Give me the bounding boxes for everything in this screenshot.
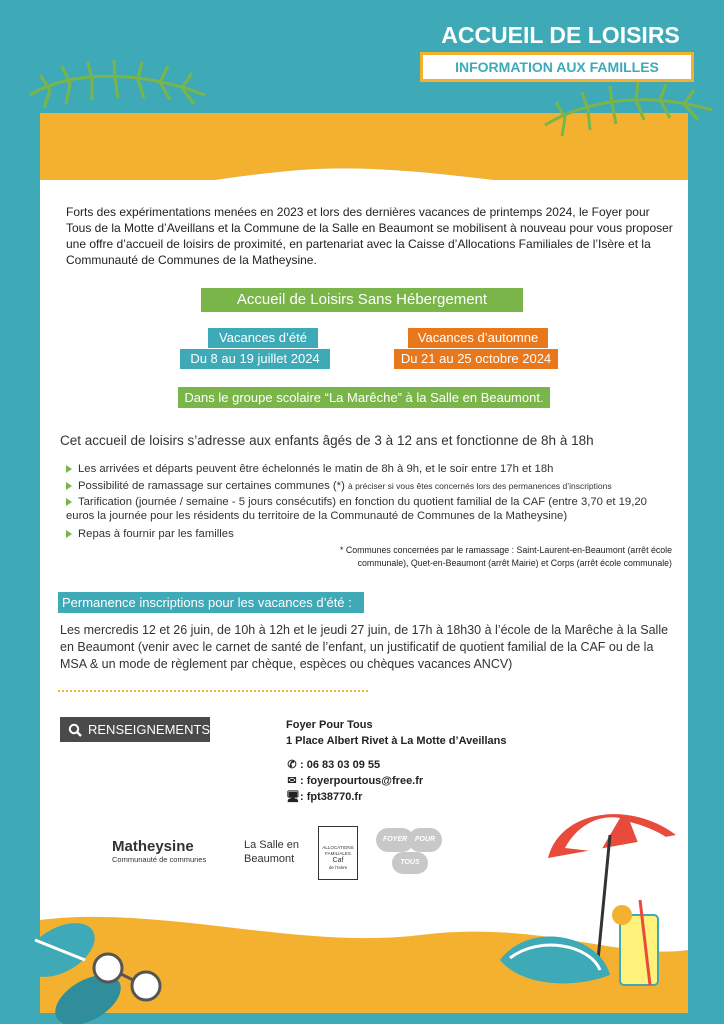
contact-web-row[interactable]: 🖥: fpt38770.fr — [286, 791, 363, 803]
summer-label: Vacances d’été — [208, 328, 318, 348]
permanence-heading: Permanence inscriptions pour les vacances d’été : — [58, 592, 364, 613]
bullet-note: à préciser si vous êtes concernés lors des permanences d’inscriptions — [347, 481, 612, 491]
bullet-item: Tarification (journée / semaine - 5 jours consécutifs) en fonction du quotient familial de la CAF (entre 3,70 et 19,20 euros la journée pour les résidents du territoire de la Communauté de Communes de la Matheysine) — [66, 496, 647, 522]
bullet-item: Les arrivées et départs peuvent être échelonnés le matin de 8h à 9h, et le soir entre 17h et 18h — [66, 462, 676, 476]
contact-email-row[interactable]: ✉ : foyerpourtous@free.fr — [287, 775, 424, 787]
phone-icon: ✆ — [287, 759, 297, 771]
computer-icon: 🖥 — [286, 791, 300, 803]
contact-org: Foyer Pour Tous — [286, 719, 373, 731]
bullet-arrow-icon — [66, 465, 72, 473]
intro-paragraph: Forts des expérimentations menées en 2023 et lors des dernières vacances de printemps 2024, le Foyer pour Tous de la Motte d’Aveillans et la Commune de la Salle en Beaumont se mobilisent à nouveau pour vous proposer une offre d’accueil de loisirs de proximité, en partenariat avec la Caisse d’Allocations Familiales de l’Isère et la Communauté de Communes de la Matheysine. — [66, 205, 673, 267]
footnote-line-1: * Communes concernées par le ramassage : Saint-Laurent-en-Beaumont (arrêt école — [339, 545, 672, 555]
contact-address: 1 Place Albert Rivet à La Motte d’Aveillans — [286, 735, 507, 747]
bullet-arrow-icon — [66, 482, 72, 490]
footnote-line-2: communale), Quet-en-Beaumont (arrêt Mairie) et Corps (arrêt école communale) — [357, 558, 672, 568]
alsh-title: Accueil de Loisirs Sans Hébergement — [201, 288, 523, 312]
matheysine-logo: Matheysine Communauté de communes — [112, 838, 207, 864]
caf-logo: ALLOCATIONS FAMILIALES Caf de l’Isère — [318, 826, 358, 880]
dotted-divider — [58, 690, 368, 692]
contact-block — [286, 717, 506, 805]
summer-dates: Du 8 au 19 juillet 2024 — [180, 349, 330, 369]
autumn-label: Vacances d’automne — [408, 328, 548, 348]
bullet-arrow-icon — [66, 530, 72, 538]
envelope-icon: ✉ — [287, 775, 297, 787]
renseignements-label: RENSEIGNEMENTS — [88, 722, 211, 737]
bullet-item: Repas à fournir par les familles — [66, 527, 676, 541]
foyer-pour-tous-logo: FOYER POUR TOUS — [376, 828, 442, 876]
search-icon — [68, 723, 82, 737]
la-salle-logo: La Salle en Beaumont — [244, 839, 300, 865]
target-audience-text: Cet accueil de loisirs s’adresse aux enfants âgés de 3 à 12 ans et fonctionne de 8h à 18h — [60, 433, 594, 448]
palm-leaf-left-icon — [30, 60, 205, 108]
page-title: ACCUEIL DE LOISIRS — [441, 22, 680, 48]
subtitle-box — [420, 52, 694, 82]
bullet-item: Possibilité de ramassage sur certaines communes (*) à préciser si vous êtes concernés lors des permanences d’inscriptions — [66, 479, 676, 493]
bullet-arrow-icon — [66, 498, 72, 506]
permanence-text: Les mercredis 12 et 26 juin, de 10h à 12h et le jeudi 27 juin, de 17h à 18h30 à l’école de la Marêche à la Salle en Beaumont (venir avec le carnet de santé de l’enfant, un justificatif de quotient familial de la CAF ou de la MSA & un mode de règlement par chèque, espèces ou chèques vacances ANCV) — [60, 623, 669, 671]
contact-phone-row: ✆ : 06 83 03 09 55 — [287, 759, 381, 771]
footnote — [300, 544, 672, 570]
location-banner: Dans le groupe scolaire “La Marêche” à la Salle en Beaumont. — [178, 387, 550, 408]
renseignements-badge — [60, 717, 210, 742]
autumn-dates: Du 21 au 25 octobre 2024 — [394, 349, 558, 369]
page-subtitle: INFORMATION AUX FAMILLES — [455, 59, 659, 75]
